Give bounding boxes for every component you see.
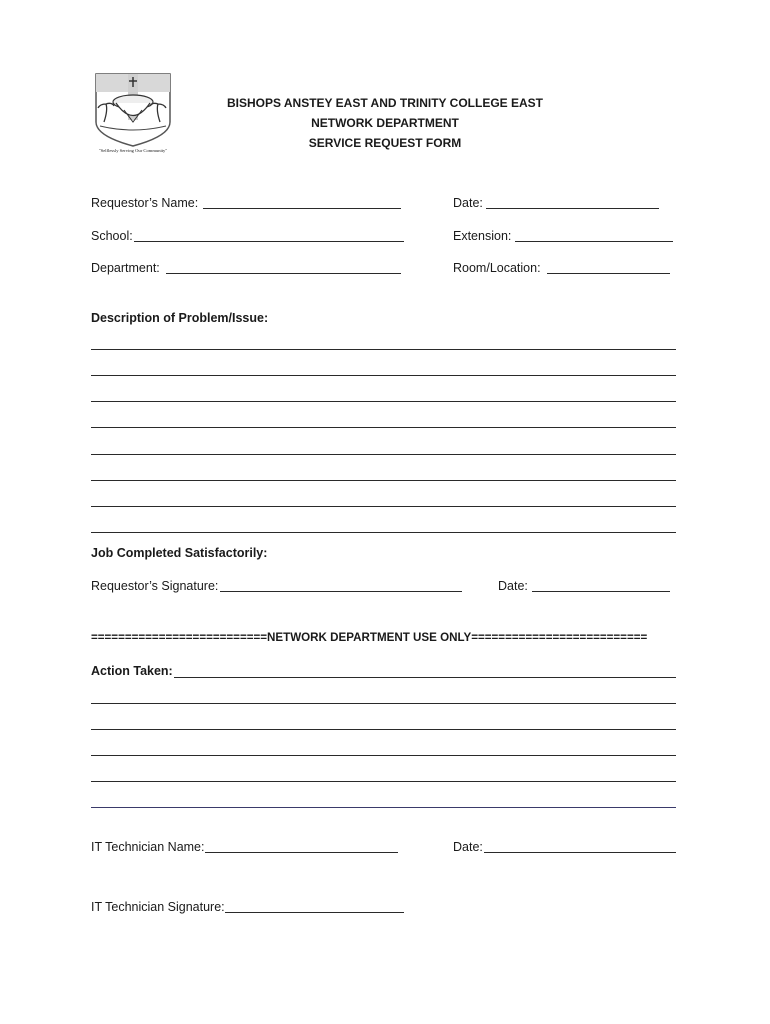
technician-date-label: Date: [453, 840, 483, 854]
action-taken-label: Action Taken: [91, 664, 173, 678]
room-location-field[interactable] [547, 273, 670, 274]
extension-field[interactable] [515, 241, 673, 242]
completion-date-label: Date: [498, 579, 528, 593]
requestor-name-label: Requestor’s Name: [91, 196, 199, 210]
action-line[interactable] [91, 729, 676, 730]
department-field[interactable] [166, 273, 401, 274]
technician-signature-label: IT Technician Signature: [91, 900, 225, 914]
requestor-signature-field[interactable] [220, 591, 462, 592]
technician-name-label: IT Technician Name: [91, 840, 205, 854]
technician-date-field[interactable] [484, 852, 676, 853]
action-line[interactable] [91, 755, 676, 756]
description-label: Description of Problem/Issue: [91, 311, 269, 325]
description-line[interactable] [91, 401, 676, 402]
date-field[interactable] [486, 208, 659, 209]
technician-name-field[interactable] [205, 852, 398, 853]
completion-date-field[interactable] [532, 591, 670, 592]
description-line[interactable] [91, 427, 676, 428]
description-line[interactable] [91, 480, 676, 481]
description-line[interactable] [91, 532, 676, 533]
technician-signature-field[interactable] [225, 912, 404, 913]
description-line[interactable] [91, 375, 676, 376]
form-title: SERVICE REQUEST FORM [308, 136, 462, 150]
extension-label: Extension: [453, 229, 512, 243]
job-completed-label: Job Completed Satisfactorily: [91, 546, 268, 560]
department-heading: NETWORK DEPARTMENT [311, 116, 459, 130]
school-name: BISHOPS ANSTEY EAST AND TRINITY COLLEGE EAST [226, 96, 544, 110]
requestor-signature-label: Requestor’s Signature: [91, 579, 219, 593]
action-taken-field[interactable] [174, 677, 676, 678]
action-line[interactable] [91, 703, 676, 704]
school-field[interactable] [134, 241, 404, 242]
action-line[interactable] [91, 781, 676, 782]
requestor-name-field[interactable] [203, 208, 401, 209]
school-label: School: [91, 229, 133, 243]
room-location-label: Room/Location: [453, 261, 541, 275]
logo-motto: "Selflessly Serving Our Community" [98, 148, 168, 153]
network-use-only-divider: ==========================NETWORK DEPARTMENT USE ONLY========================== [91, 631, 648, 644]
description-line[interactable] [91, 506, 676, 507]
description-line[interactable] [91, 349, 676, 350]
action-line[interactable] [91, 807, 676, 808]
date-label: Date: [453, 196, 483, 210]
description-line[interactable] [91, 454, 676, 455]
department-label: Department: [91, 261, 160, 275]
